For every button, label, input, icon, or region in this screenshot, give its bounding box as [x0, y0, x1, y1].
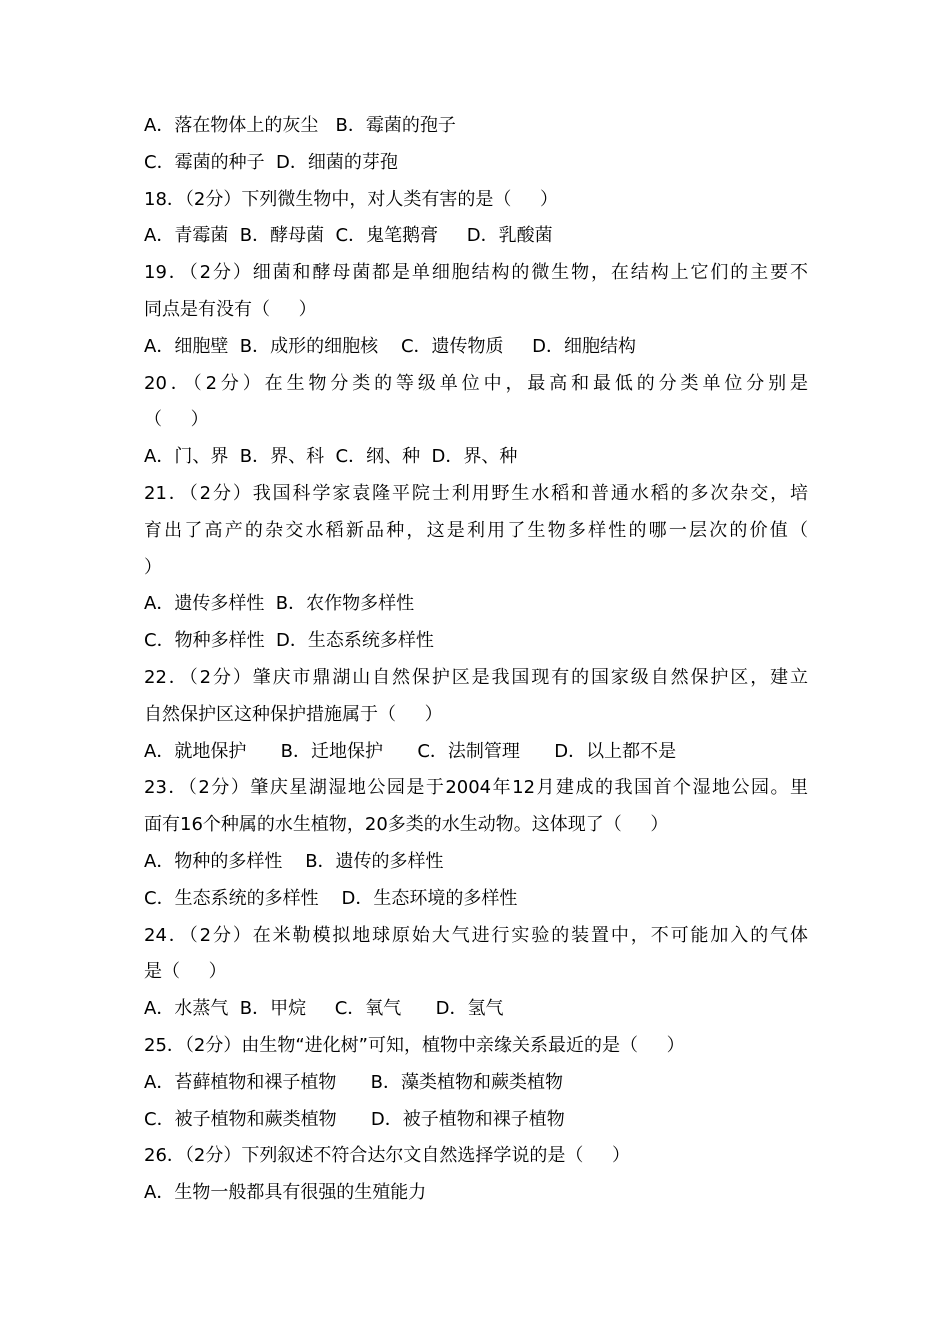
option-line: A．遗传多样性 B．农作物多样性 [144, 593, 415, 615]
question-20-cont: （ ） [144, 409, 209, 431]
question-24: 24．（2分）在米勒模拟地球原始大气进行实验的装置中，不可能加入的气体 [144, 924, 808, 946]
option-line: A．门、界 B．界、科 C．纲、种 D．界、种 [144, 446, 518, 468]
question-18: 18．（2分）下列微生物中，对人类有害的是（ ） [144, 188, 558, 210]
question-23: 23．（2分）肇庆星湖湿地公园是于2004年12月建成的我国首个湿地公园。里 [144, 777, 808, 799]
option-line: A．落在物体上的灰尘 B．霉菌的孢子 [144, 115, 456, 136]
question-25: 25．（2分）由生物“进化树”可知，植物中亲缘关系最近的是（ ） [144, 1034, 685, 1056]
question-19-cont: 同点是有没有（ ） [144, 298, 317, 320]
option-line: A．青霉菌 B．酵母菌 C．鬼笔鹅膏 D．乳酸菌 [144, 225, 553, 247]
option-line: A．苔藓植物和裸子植物 B．藻类植物和蕨类植物 [144, 1071, 563, 1093]
question-23-cont: 面有16个种属的水生植物，20多类的水生动物。这体现了（ ） [144, 814, 669, 836]
option-line: A．水蒸气 B．甲烷 C．氧气 D．氢气 [144, 998, 504, 1020]
question-26: 26．（2分）下列叙述不符合达尔文自然选择学说的是（ ） [144, 1145, 630, 1167]
question-21-cont: ） [144, 556, 162, 578]
question-22: 22．（2分）肇庆市鼎湖山自然保护区是我国现有的国家级自然保护区，建立 [144, 666, 808, 688]
question-19: 19．（2分）细菌和酵母菌都是单细胞结构的微生物，在结构上它们的主要不 [144, 262, 808, 284]
question-22-cont: 自然保护区这种保护措施属于（ ） [144, 703, 443, 725]
option-line: A．生物一般都具有很强的生殖能力 [144, 1182, 427, 1204]
question-24-cont: 是（ ） [144, 961, 227, 983]
question-21: 21．（2分）我国科学家袁隆平院士利用野生水稻和普通水稻的多次杂交，培 [144, 482, 808, 504]
option-line: C．霉菌的种子 D．细菌的芽孢 [144, 151, 398, 173]
option-line: C．物种多样性 D．生态系统多样性 [144, 630, 434, 652]
option-line: A．细胞壁 B．成形的细胞核 C．遗传物质 D．细胞结构 [144, 335, 637, 357]
option-line: C．生态系统的多样性 D．生态环境的多样性 [144, 887, 518, 909]
option-line: A．就地保护 B．迁地保护 C．法制管理 D．以上都不是 [144, 740, 677, 762]
option-line: C．被子植物和蕨类植物 D．被子植物和裸子植物 [144, 1108, 565, 1130]
document-page [144, 108, 808, 1212]
option-line: A．物种的多样性 B．遗传的多样性 [144, 850, 444, 872]
question-21-cont: 育出了高产的杂交水稻新品种，这是利用了生物多样性的哪一层次的价值（ [144, 519, 808, 541]
question-20: 20．（2分）在生物分类的等级单位中，最高和最低的分类单位分别是 [144, 372, 808, 394]
